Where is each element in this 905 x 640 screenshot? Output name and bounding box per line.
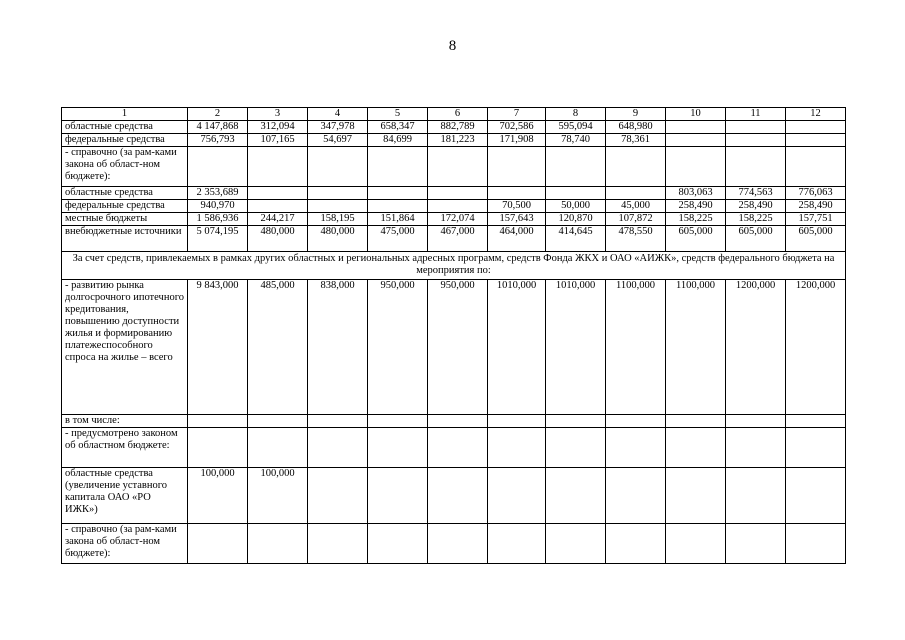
table-cell: 100,000 (248, 468, 308, 524)
table-cell (786, 428, 846, 468)
table-cell (606, 147, 666, 187)
table-cell: 1200,000 (786, 280, 846, 415)
table-row (62, 200, 846, 213)
table-cell: 347,978 (308, 121, 368, 134)
table-cell (308, 468, 368, 524)
table-header-row (62, 108, 846, 121)
table-cell: 4 147,868 (188, 121, 248, 134)
table-cell: 158,195 (308, 213, 368, 226)
table-cell (726, 415, 786, 428)
table-cell (786, 134, 846, 147)
table-cell: 78,361 (606, 134, 666, 147)
table-cell: 950,000 (368, 280, 428, 415)
table-cell (786, 524, 846, 564)
row-label: местные бюджеты (62, 213, 188, 226)
table-cell: 158,225 (726, 213, 786, 226)
column-header: 8 (546, 108, 606, 121)
table-cell (786, 415, 846, 428)
table-cell: 258,490 (666, 200, 726, 213)
table-cell: 107,872 (606, 213, 666, 226)
table-cell: 803,063 (666, 187, 726, 200)
row-label: - справочно (за рам-ками закона об област-ном бюджете): (62, 524, 188, 564)
table-cell: 5 074,195 (188, 226, 248, 252)
table-cell: 478,550 (606, 226, 666, 252)
table-cell (666, 524, 726, 564)
table-cell: 172,074 (428, 213, 488, 226)
table-cell (248, 524, 308, 564)
table-cell (428, 147, 488, 187)
row-label: в том числе: (62, 415, 188, 428)
table-cell (488, 468, 546, 524)
table-cell: 776,063 (786, 187, 846, 200)
table-cell: 940,970 (188, 200, 248, 213)
column-header: 4 (308, 108, 368, 121)
row-label: областные средства (увеличение уставного капитала ОАО «РО ИЖК») (62, 468, 188, 524)
row-label: областные средства (62, 121, 188, 134)
table-cell (248, 200, 308, 213)
table-cell: 882,789 (428, 121, 488, 134)
table-cell: 774,563 (726, 187, 786, 200)
table-cell: 84,699 (368, 134, 428, 147)
column-header: 6 (428, 108, 488, 121)
table-cell (428, 468, 488, 524)
table-cell: 756,793 (188, 134, 248, 147)
table-cell (368, 524, 428, 564)
table-cell (428, 524, 488, 564)
section-title: За счет средств, привлекаемых в рамках других областных и региональных адресных программ, средств Фонда ЖКХ и ОАО «АИЖК», средств федерального бюджета на мероприятия по: (62, 252, 846, 280)
table-cell (248, 147, 308, 187)
table-cell: 78,740 (546, 134, 606, 147)
table-cell: 1100,000 (666, 280, 726, 415)
table-cell: 258,490 (786, 200, 846, 213)
table-cell (248, 415, 308, 428)
page-number: 8 (448, 38, 457, 54)
table-cell (368, 428, 428, 468)
table-cell (606, 524, 666, 564)
column-header: 11 (726, 108, 786, 121)
table-cell (428, 428, 488, 468)
table-cell (666, 428, 726, 468)
table-cell: 171,908 (488, 134, 546, 147)
row-label: - предусмотрено законом об областном бюджете: (62, 428, 188, 468)
table-cell (488, 524, 546, 564)
table-cell (546, 468, 606, 524)
table-cell (546, 428, 606, 468)
section-title-row (62, 252, 846, 280)
table-cell (428, 187, 488, 200)
table-cell (726, 468, 786, 524)
row-label: федеральные средства (62, 134, 188, 147)
table-cell (188, 147, 248, 187)
table-cell: 2 353,689 (188, 187, 248, 200)
table-cell (368, 415, 428, 428)
row-label: - развитию рынка долгосрочного ипотечного кредитования, повышению доступности жилья и формированию платежеспособного спроса на жилье – всего (62, 280, 188, 415)
table-cell: 480,000 (248, 226, 308, 252)
table-cell: 54,697 (308, 134, 368, 147)
table-cell: 157,751 (786, 213, 846, 226)
table-row (62, 468, 846, 524)
table-cell (786, 468, 846, 524)
column-header: 3 (248, 108, 308, 121)
column-header: 12 (786, 108, 846, 121)
table-cell (248, 428, 308, 468)
row-label: - справочно (за рам-ками закона об област-ном бюджете): (62, 147, 188, 187)
table-cell: 605,000 (666, 226, 726, 252)
table-cell (308, 147, 368, 187)
table-row (62, 524, 846, 564)
table-cell: 9 843,000 (188, 280, 248, 415)
table-row (62, 415, 846, 428)
table-cell (546, 147, 606, 187)
column-header: 1 (62, 108, 188, 121)
table-cell (726, 134, 786, 147)
table-cell (188, 415, 248, 428)
table-cell (606, 428, 666, 468)
table-row (62, 280, 846, 415)
table-row (62, 187, 846, 200)
table-cell (428, 415, 488, 428)
column-header: 7 (488, 108, 546, 121)
table-cell: 157,643 (488, 213, 546, 226)
table-cell: 595,094 (546, 121, 606, 134)
table-cell: 605,000 (726, 226, 786, 252)
table-cell (546, 524, 606, 564)
table-row (62, 213, 846, 226)
table-cell (606, 415, 666, 428)
table-row (62, 147, 846, 187)
table-cell (368, 187, 428, 200)
table-cell: 475,000 (368, 226, 428, 252)
table-cell: 648,980 (606, 121, 666, 134)
table-cell (368, 147, 428, 187)
table-cell: 151,864 (368, 213, 428, 226)
table-cell (726, 121, 786, 134)
table-cell (308, 187, 368, 200)
table-cell (188, 524, 248, 564)
table-cell (488, 415, 546, 428)
table-cell: 467,000 (428, 226, 488, 252)
table-cell: 50,000 (546, 200, 606, 213)
table-cell (606, 468, 666, 524)
table-row (62, 428, 846, 468)
column-header: 9 (606, 108, 666, 121)
table-cell: 838,000 (308, 280, 368, 415)
table-cell: 1010,000 (488, 280, 546, 415)
table-cell (786, 147, 846, 187)
table-cell (308, 428, 368, 468)
table-row (62, 226, 846, 252)
table-row (62, 134, 846, 147)
table-cell: 158,225 (666, 213, 726, 226)
row-label: федеральные средства (62, 200, 188, 213)
table-cell: 70,500 (488, 200, 546, 213)
budget-table (61, 107, 846, 564)
table-cell (308, 200, 368, 213)
table-cell: 464,000 (488, 226, 546, 252)
table-cell (308, 524, 368, 564)
table-cell (546, 415, 606, 428)
table-cell (726, 428, 786, 468)
row-label: внебюджетные источники (62, 226, 188, 252)
table-cell (308, 415, 368, 428)
table-cell: 1200,000 (726, 280, 786, 415)
table-cell (666, 415, 726, 428)
table-cell (188, 428, 248, 468)
table-cell: 1100,000 (606, 280, 666, 415)
table-cell: 1 586,936 (188, 213, 248, 226)
table-cell: 485,000 (248, 280, 308, 415)
table-cell: 45,000 (606, 200, 666, 213)
table-cell (666, 147, 726, 187)
table-cell: 258,490 (726, 200, 786, 213)
table-cell: 120,870 (546, 213, 606, 226)
column-header: 5 (368, 108, 428, 121)
table-cell: 605,000 (786, 226, 846, 252)
table-cell (488, 428, 546, 468)
table-cell (248, 187, 308, 200)
table-cell: 107,165 (248, 134, 308, 147)
table-cell (546, 187, 606, 200)
table-cell: 950,000 (428, 280, 488, 415)
table-cell: 244,217 (248, 213, 308, 226)
table-cell: 480,000 (308, 226, 368, 252)
column-header: 2 (188, 108, 248, 121)
table-cell: 414,645 (546, 226, 606, 252)
table-cell (488, 187, 546, 200)
table-cell (786, 121, 846, 134)
table-row (62, 121, 846, 134)
table-cell: 658,347 (368, 121, 428, 134)
table-cell (726, 147, 786, 187)
row-label: областные средства (62, 187, 188, 200)
table-cell (368, 200, 428, 213)
table-cell (368, 468, 428, 524)
table-cell: 100,000 (188, 468, 248, 524)
table-cell: 1010,000 (546, 280, 606, 415)
table-cell (488, 147, 546, 187)
table-cell (606, 187, 666, 200)
table-cell (726, 524, 786, 564)
table-cell (428, 200, 488, 213)
column-header: 10 (666, 108, 726, 121)
table-cell (666, 468, 726, 524)
table-cell: 181,223 (428, 134, 488, 147)
table-cell (666, 134, 726, 147)
table-cell (666, 121, 726, 134)
table-cell: 312,094 (248, 121, 308, 134)
table-cell: 702,586 (488, 121, 546, 134)
